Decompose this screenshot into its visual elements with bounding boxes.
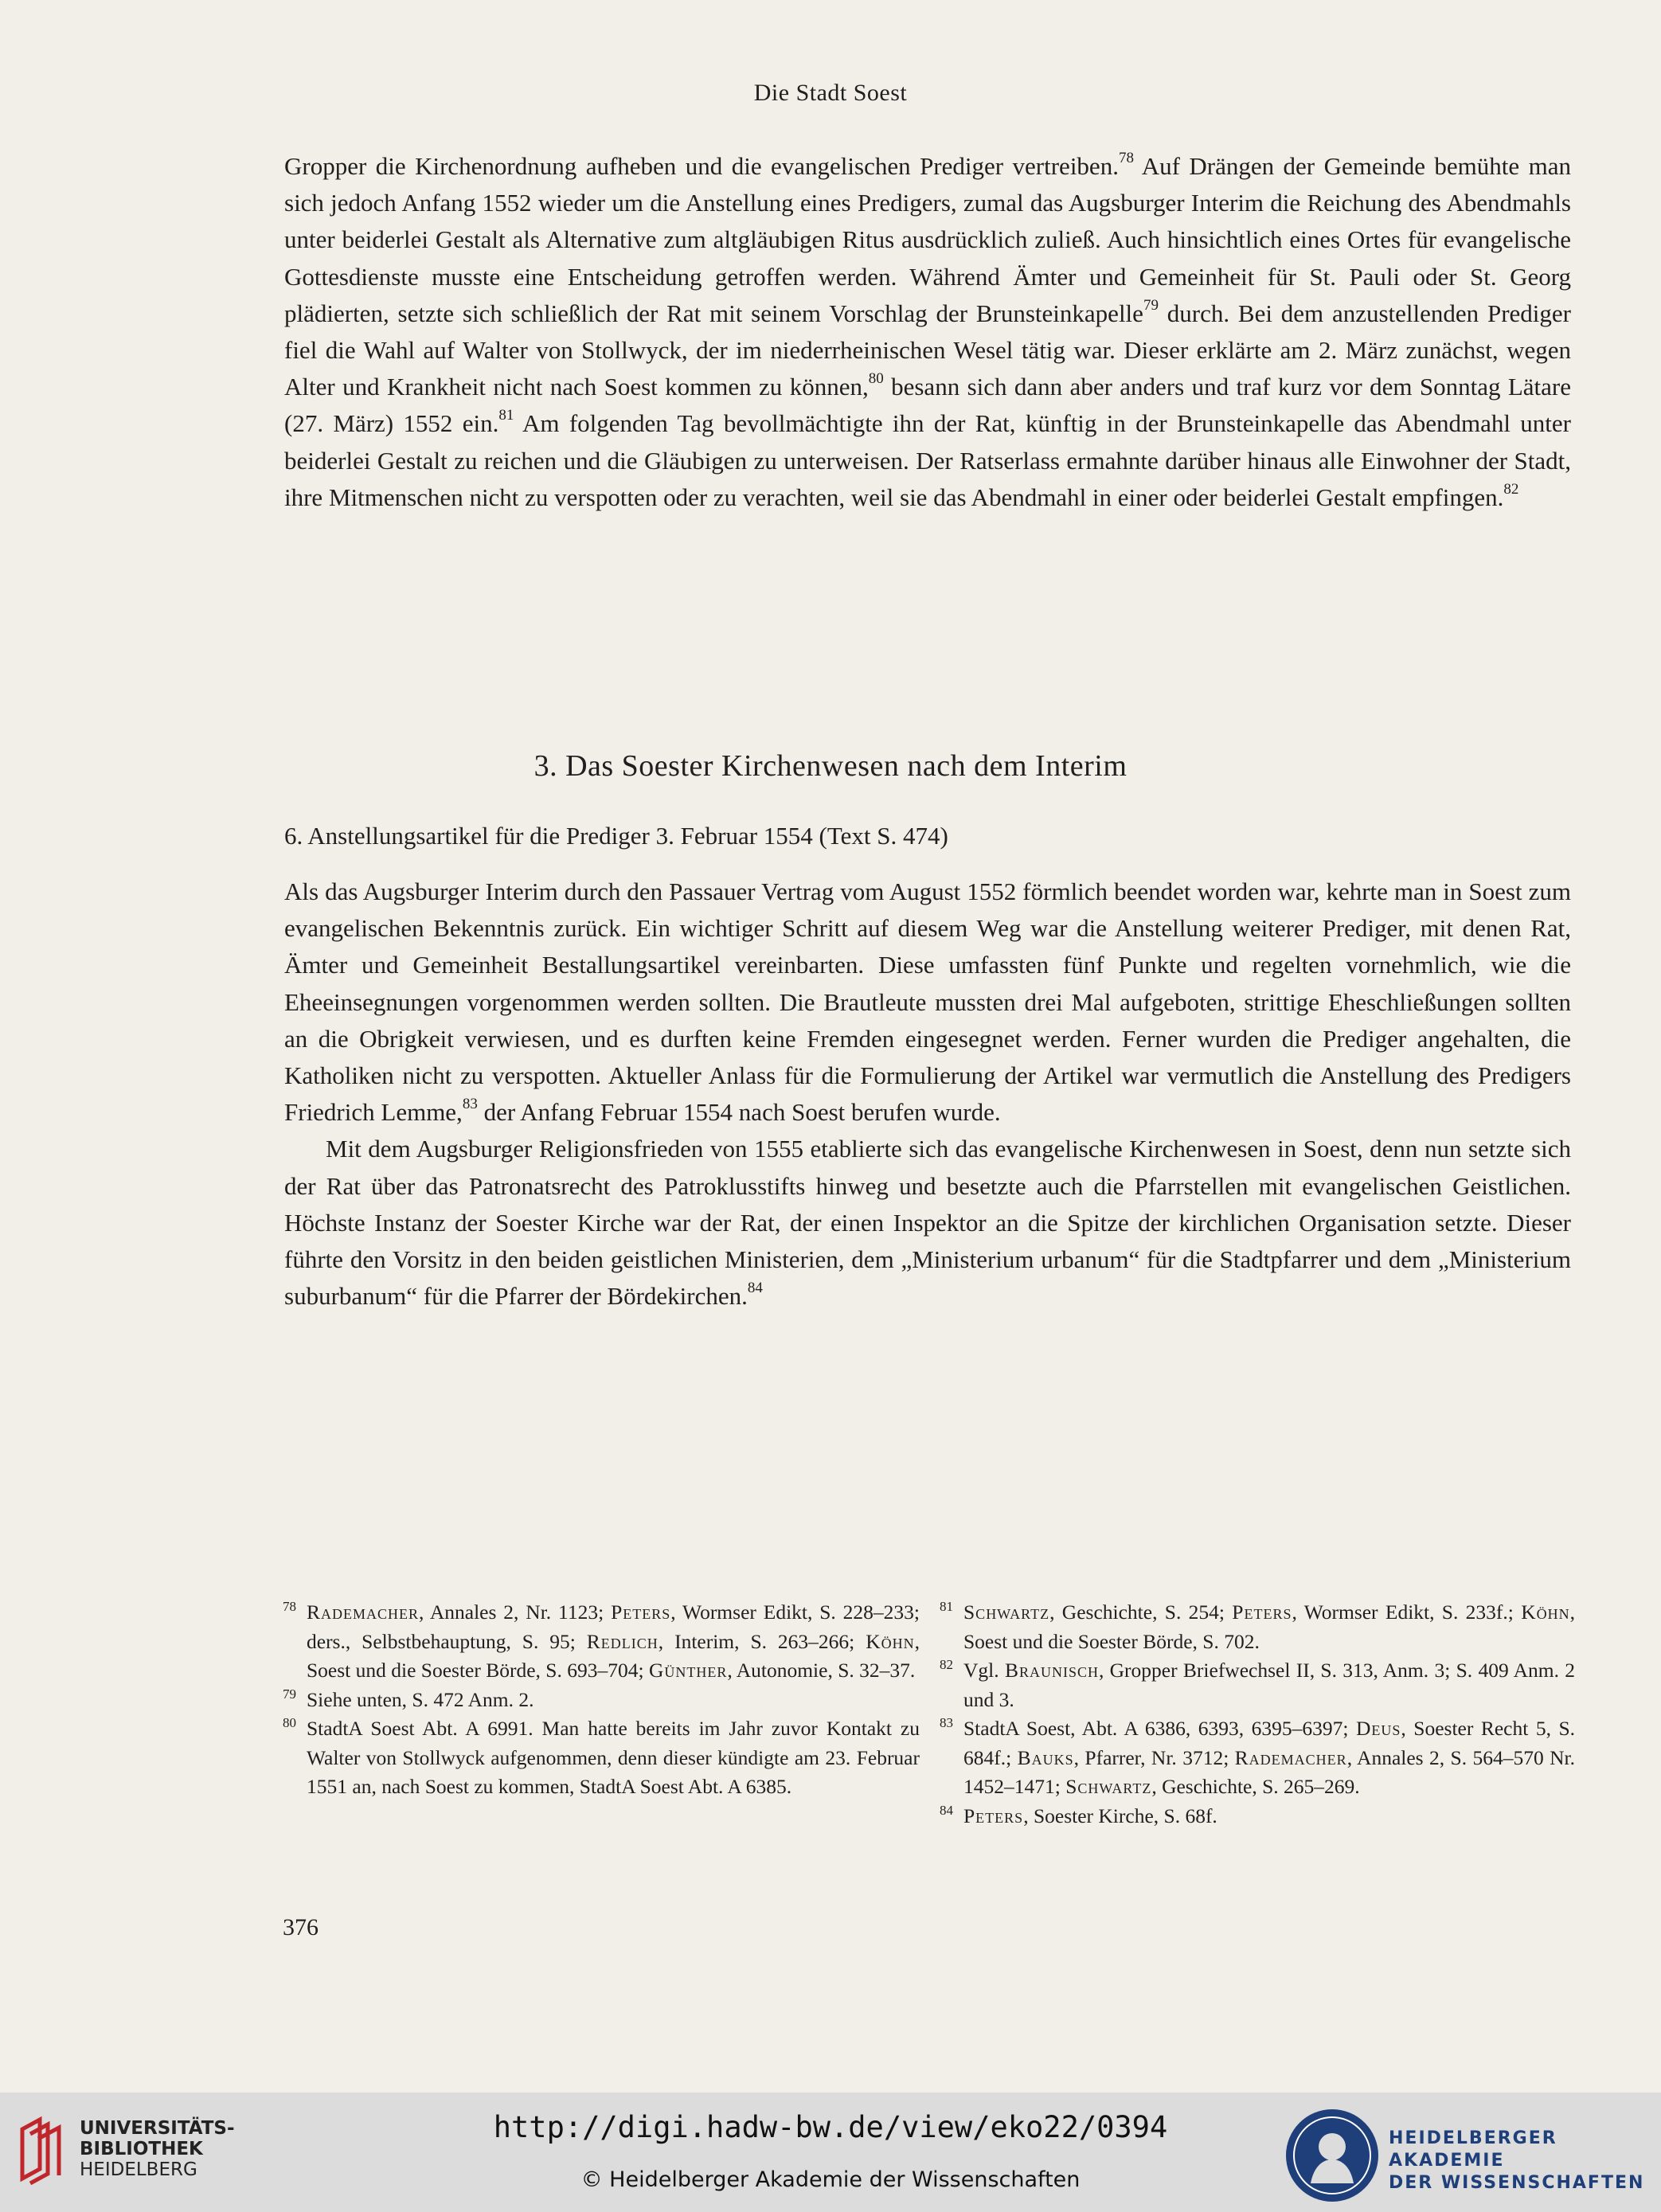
- text-run: , Annales 2, S. 564–570 Nr. 1452–1471;: [963, 1745, 1575, 1798]
- footnote-ref-79[interactable]: 79: [1143, 296, 1159, 314]
- footnote-number: 84: [940, 1802, 953, 1818]
- footnote-number: 81: [940, 1599, 953, 1614]
- footnote-ref-78[interactable]: 78: [1118, 149, 1134, 166]
- author-name: Bauks: [1017, 1745, 1074, 1769]
- copyright-notice: © Heidelberger Akademie der Wissenschaften: [580, 2167, 1081, 2192]
- viewer-footer: [0, 2093, 1661, 2212]
- text-run: , Wormser Edikt, S. 233f.;: [1292, 1600, 1522, 1624]
- footnote-ref-82[interactable]: 82: [1503, 480, 1519, 498]
- footnote-81: [940, 1598, 1575, 1656]
- footnote-ref-80[interactable]: 80: [868, 370, 884, 388]
- footnote-78: [283, 1598, 920, 1686]
- author-name: Peters: [963, 1804, 1024, 1827]
- text-run: , Soester Recht 5, S. 684f.;: [963, 1717, 1575, 1769]
- body-text-bottom: [284, 873, 1571, 1315]
- body-text-top: [284, 148, 1571, 516]
- footnote-ref-83[interactable]: 83: [462, 1096, 478, 1113]
- ub-line-3: HEIDELBERG: [80, 2159, 197, 2180]
- text-run: Mit dem Augsburger Religionsfrieden von 1555 etablierte sich das evangelische Kirchenwesen in Soest, denn nun setzte sich der Rat über das Patronatsrecht des Patroklusstifts hinweg und besetzte auch die Pfarrstellen mit evangelischen Geistlichen. Höchste Instanz der Soester Kirche war der Rat, der einen Inspektor an die Spitze der kirchlichen Organisation setzte. Dieser führte den Vorsitz in den beiden geistlichen Ministerien, dem „Ministerium urbanum“ für die Stadtpfarrer und dem „Ministerium suburbanum“ für die Pfarrer der Bördekirchen.: [284, 1135, 1571, 1311]
- academy-seal-icon[interactable]: [1284, 2107, 1381, 2204]
- author-name: Köhn: [1521, 1600, 1570, 1624]
- text-run: Siehe unten, S. 472 Anm. 2.: [307, 1687, 534, 1711]
- author-name: Braunisch: [1004, 1659, 1099, 1682]
- academy-name[interactable]: [1389, 2128, 1661, 2194]
- text-run: , Interim, S. 263–266;: [658, 1629, 866, 1653]
- text-run: Vgl.: [963, 1659, 1005, 1682]
- text-run: , Geschichte, S. 265–269.: [1151, 1775, 1360, 1798]
- author-name: Peters: [611, 1600, 671, 1624]
- author-name: Deus: [1355, 1717, 1401, 1740]
- text-run: durch. Bei dem anzustellenden Prediger fiel die Wahl auf Walter von Stollwyck, der im niederrheinischen Wesel tätig war. Dieser erklärte am 2. März zunächst, wegen Alter und Krankheit nicht nach Soest kommen zu können,: [284, 299, 1571, 401]
- text-run: , Soester Kirche, S. 68f.: [1023, 1804, 1217, 1827]
- ub-line-1: UNIVERSITÄTS-: [80, 2118, 235, 2139]
- author-name: Schwartz: [963, 1600, 1050, 1624]
- paragraph-2: [284, 873, 1571, 1131]
- author-name: Schwartz: [1065, 1775, 1152, 1798]
- text-run: besann sich dann aber anders und traf kurz vor dem Sonntag Lätare (27. März) 1552 ein.: [284, 373, 1571, 438]
- academy-line-2: DER WISSENSCHAFTEN: [1389, 2173, 1645, 2193]
- subheading: 6. Anstellungsartikel für die Prediger 3. Februar 1554 (Text S. 474): [284, 822, 948, 850]
- page-number: 376: [283, 1914, 319, 1940]
- footnote-number: 80: [283, 1715, 296, 1730]
- text-run: Als das Augsburger Interim durch den Passauer Vertrag vom August 1552 förmlich beendet worden war, kehrte man in Soest zum evangelischen Bekenntnis zurück. Ein wichtiger Schritt auf diesem Weg war die Anstellung weiterer Prediger, mit denen Rat, Ämter und Gemeinheit Bestallungsartikel vereinbarten. Diese umfassten fünf Punkte und regelten vornehmlich, wie die Eheeinsegnungen vorgenommen werden sollten. Die Brautleute mussten drei Mal aufgeboten, strittige Eheschließungen sollten an die Obrigkeit verwiesen, und es durften keine Fremden eingesegnet werden. Ferner wurden die Prediger angehalten, die Katholiken nicht zu verspotten. Aktueller Anlass für die Formulierung der Artikel war vermutlich die Anstellung des Predigers Friedrich Lemme,: [284, 877, 1571, 1127]
- author-name: Rademacher: [1234, 1745, 1347, 1769]
- author-name: Rademacher: [307, 1600, 420, 1624]
- text-run: , Annales 2, Nr. 1123;: [419, 1600, 612, 1624]
- paragraph-3: [284, 1131, 1571, 1315]
- footnote-83: [940, 1714, 1575, 1802]
- text-run: , Soest und die Soester Börde, S. 702.: [963, 1600, 1575, 1653]
- footnote-number: 83: [940, 1715, 953, 1730]
- text-run: Gropper die Kirchenordnung aufheben und die evangelischen Prediger vertreiben.: [284, 152, 1119, 180]
- footnote-number: 82: [940, 1657, 953, 1672]
- footnote-84: [940, 1802, 1575, 1831]
- text-run: , Wormser Edikt, S. 228–233; ders., Selbstbehauptung, S. 95;: [307, 1600, 920, 1653]
- author-name: Günther: [648, 1659, 728, 1682]
- text-run: , Pfarrer, Nr. 3712;: [1073, 1745, 1235, 1769]
- footnote-82: [940, 1656, 1575, 1714]
- text-run: der Anfang Februar 1554 nach Soest berufen wurde.: [477, 1098, 1001, 1127]
- footnote-ref-84[interactable]: 84: [747, 1280, 763, 1297]
- footnotes-left-column: [283, 1598, 920, 1802]
- running-head: Die Stadt Soest: [753, 80, 908, 106]
- footnote-number: 79: [283, 1686, 296, 1702]
- footnote-number: 78: [283, 1599, 296, 1614]
- footnote-80: [283, 1714, 920, 1802]
- author-name: Peters: [1232, 1600, 1292, 1624]
- text-run: Am folgenden Tag bevollmächtigte ihn der Rat, künftig in der Brunsteinkapelle das Abendmahl unter beiderlei Gestalt zu reichen und die Gläubigen zu unterweisen. Der Ratserlass ermahnte darüber hinaus alle Einwohner der Stadt, ihre Mitmenschen nicht zu verspotten oder zu verachten, weil sie das Abendmahl in einer oder beiderlei Gestalt empfingen.: [284, 409, 1571, 511]
- text-run: StadtA Soest Abt. A 6991. Man hatte bereits im Jahr zuvor Kontakt zu Walter von Stollwyck aufgenommen, denn dieser kündigte am 23. Februar 1551 an, nach Soest zu kommen, StadtA Soest Abt. A 6385.: [307, 1717, 920, 1798]
- academy-line-1: HEIDELBERGER AKADEMIE: [1389, 2128, 1557, 2171]
- footnotes-right-column: [940, 1598, 1575, 1831]
- permalink-url[interactable]: http://digi.hadw-bw.de/view/eko22/0394: [493, 2110, 1168, 2144]
- text-run: , Geschichte, S. 254;: [1049, 1600, 1233, 1624]
- paragraph-1: [284, 148, 1571, 516]
- text-run: Auf Drängen der Gemeinde bemühte man sich jedoch Anfang 1552 wieder um die Anstellung eines Predigers, zumal das Augsburger Interim die Reichung des Abendmahls unter beiderlei Gestalt als Alternative zum altgläubigen Ritus ausdrücklich zuließ. Auch hinsichtlich eines Ortes für evangelische Gottesdienste musste eine Entscheidung getroffen werden. Während Ämter und Gemeinheit für St. Pauli oder St. Georg plädierten, setzte sich schließlich der Rat mit seinem Vorschlag der Brunsteinkapelle: [284, 152, 1571, 327]
- author-name: Köhn: [866, 1629, 915, 1653]
- footnote-ref-81[interactable]: 81: [498, 407, 514, 424]
- text-run: StadtA Soest, Abt. A 6386, 6393, 6395–6397;: [963, 1717, 1356, 1740]
- ub-line-2: BIBLIOTHEK: [80, 2139, 203, 2159]
- section-heading: 3. Das Soester Kirchenwesen nach dem Interim: [533, 749, 1128, 783]
- text-run: , Autonomie, S. 32–37.: [727, 1659, 916, 1682]
- text-run: , Gropper Briefwechsel II, S. 313, Anm. 3; S. 409 Anm. 2 und 3.: [963, 1659, 1576, 1711]
- text-run: , Soest und die Soester Börde, S. 693–704;: [307, 1629, 920, 1682]
- footnote-79: [283, 1686, 920, 1715]
- author-name: Redlich: [586, 1629, 659, 1653]
